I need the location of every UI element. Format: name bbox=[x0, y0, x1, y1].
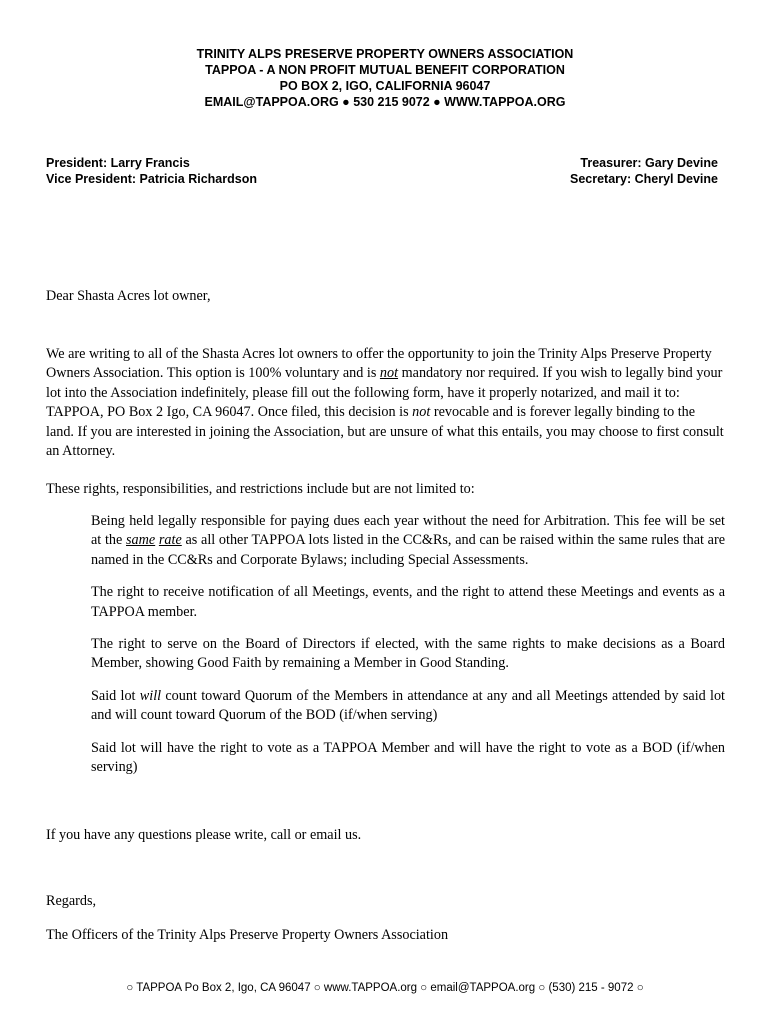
officers-right bbox=[570, 155, 718, 187]
right1-text-a: Being held legally responsible for paying dues each year without the need for Arbitration. This fee will be set at the bbox=[91, 513, 725, 549]
letterhead-corp-type: TAPPOA - A NON PROFIT MUTUAL BENEFIT CORPORATION bbox=[205, 63, 565, 77]
intro-text-c: revocable and is forever legally binding to the land. If you are interested in joining the Association, but are unsure of what this entails, you may choose to first consult an Attorney. bbox=[46, 404, 724, 460]
right4-emphasis-will: will bbox=[139, 687, 162, 704]
questions-line: If you have any questions please write, call or email us. bbox=[46, 827, 362, 843]
intro-text-b: mandatory nor required. If you wish to legally bind your lot into the Association indefinitely, please fill out the following form, have it properly notarized, and mail it to: TAPPOA, PO Box 2 Igo, CA 96047. Once filed, this decision is bbox=[46, 365, 723, 421]
vice-president: Vice President: Patricia Richardson bbox=[46, 172, 257, 186]
signature-line: The Officers of the Trinity Alps Preserve Property Owners Association bbox=[46, 927, 449, 943]
treasurer: Treasurer: Gary Devine bbox=[580, 156, 718, 170]
right1-emphasis-rate: rate bbox=[158, 532, 182, 549]
intro-emphasis-not: not bbox=[379, 365, 399, 382]
intro-paragraph bbox=[46, 345, 726, 461]
rights-intro: These rights, responsibilities, and restrictions include but are not limited to: bbox=[46, 481, 475, 497]
right4-text-a: Said lot bbox=[91, 687, 140, 704]
right1-text-b: as all other TAPPOA lots listed in the CC&Rs, and can be raised within the same rules that are named in the CC&Rs and Corporate Bylaws; including Special Assessments. bbox=[91, 532, 726, 568]
letterhead bbox=[0, 46, 770, 110]
right1-emphasis-same: same bbox=[126, 532, 156, 549]
intro-emphasis-not-2: not bbox=[412, 404, 431, 421]
president: President: Larry Francis bbox=[46, 156, 190, 170]
regards: Regards, bbox=[46, 893, 97, 909]
letterhead-contact: EMAIL@TAPPOA.ORG ● 530 215 9072 ● WWW.TAPPOA.ORG bbox=[204, 95, 566, 109]
salutation: Dear Shasta Acres lot owner, bbox=[46, 288, 211, 304]
rights-list bbox=[91, 512, 725, 790]
right-item-quorum bbox=[91, 687, 725, 726]
right-item-vote: Said lot will have the right to vote as a TAPPOA Member and will have the right to vote as a BOD (if/when serving) bbox=[91, 739, 725, 776]
letterhead-org-name: TRINITY ALPS PRESERVE PROPERTY OWNERS ASSOCIATION bbox=[196, 47, 574, 61]
secretary: Secretary: Cheryl Devine bbox=[570, 172, 718, 186]
right-item-board: The right to serve on the Board of Directors if elected, with the same rights to make decisions as a Board Member, showing Good Faith by remaining a Member in Good Standing. bbox=[91, 636, 725, 672]
footer: ○ TAPPOA Po Box 2, Igo, CA 96047 ○ www.TAPPOA.org ○ email@TAPPOA.org ○ (530) 215 - 9072 ○ bbox=[126, 982, 644, 994]
intro-text-a: We are writing to all of the Shasta Acres lot owners to offer the opportunity to join the Trinity Alps Preserve Property Owners Association. This option is 100% voluntary and is bbox=[46, 346, 712, 382]
right-item-notification: The right to receive notification of all Meetings, events, and the right to attend these Meetings and events as a TAPPOA member. bbox=[91, 584, 725, 620]
letterhead-address: PO BOX 2, IGO, CALIFORNIA 96047 bbox=[279, 79, 491, 93]
officers-left bbox=[46, 155, 257, 187]
right4-text-b: count toward Quorum of the Members in attendance at any and all Meetings attended by said lot and will count toward Quorum of the BOD (if/when serving) bbox=[91, 687, 726, 724]
right-item-dues bbox=[91, 512, 725, 570]
